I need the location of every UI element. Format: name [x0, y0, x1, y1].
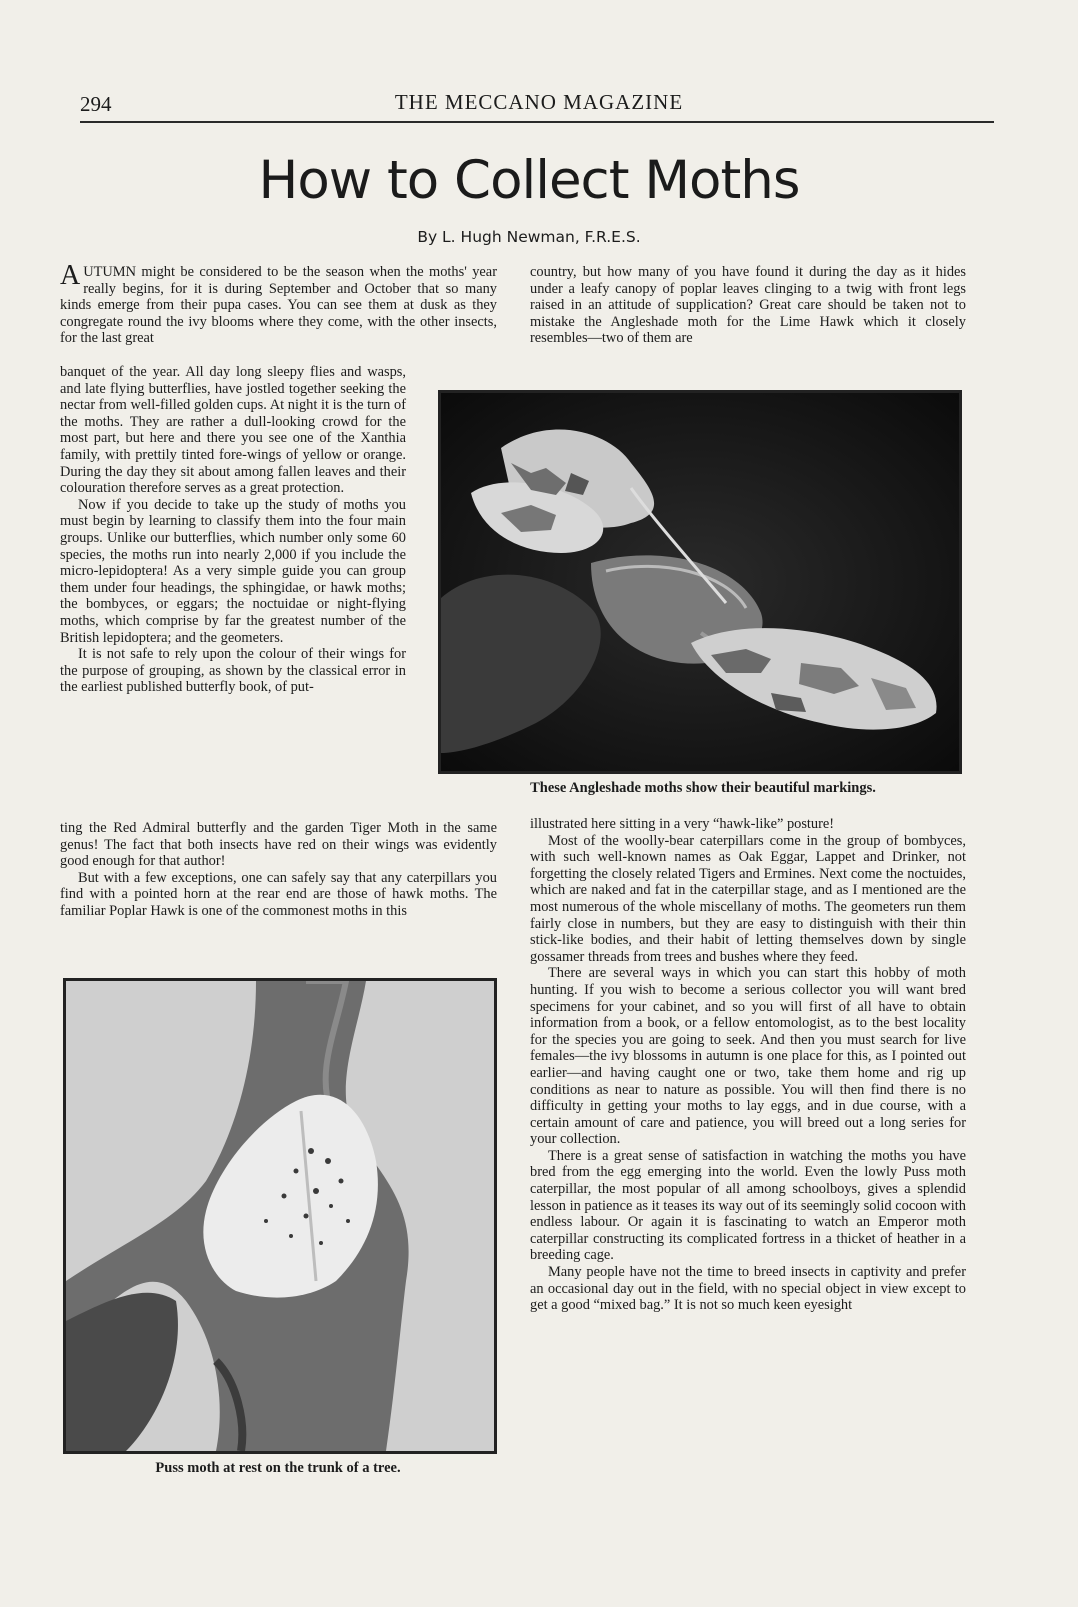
- page-number: 294: [80, 92, 112, 116]
- paragraph: country, but how many of you have found it during the day as it hides under a leafy canopy of poplar leaves clinging to a twig with front legs raised in an attitude of supplication? Great care should be taken not to mistake the Angleshade moth for the Lime Hawk which it closely resembles—two of them are: [530, 264, 966, 347]
- paragraph: There is a great sense of satisfaction in watching the moths you have bred from the egg emerging into the world. Even the lowly Puss moth caterpillar, the most popular of all among schoolboys, gives a splendid lesson in patience as it teases its way out of its seemingly solid cocoon with endless labour. Or again it is fascinating to watch an Emperor moth caterpillar constructing its complicated fortress in a thicket of heather in a breeding cage.: [530, 1147, 966, 1264]
- puss-moth-caption: Puss moth at rest on the trunk of a tree.: [155, 1460, 401, 1476]
- drop-cap: A: [60, 260, 81, 291]
- angleshade-moths-photo: [438, 390, 962, 774]
- article-title: How to Collect Moths: [258, 150, 800, 211]
- header-rule: [80, 121, 994, 123]
- angleshade-caption: These Angleshade moths show their beautiful markings.: [530, 780, 876, 796]
- paragraph: ting the Red Admiral butterfly and the garden Tiger Moth in the same genus! The fact that both insects have red on their wings was evidently good enough for that author!: [60, 820, 497, 870]
- paragraph: There are several ways in which you can start this hobby of moth hunting. If you wish to become a serious collector you will want bred specimens for your cabinet, and so you will first of all have to obtain information from a book, or a fellow entomologist, as to the best locality for the species you are going to seek. And then you must search for live females—the ivy blossoms in autumn is one place for this, as I pointed out earlier—and having caught one or two, take them home and rig up conditions as near to nature as possible. You will then find there is no difficulty in getting your moths to lay eggs, and in due course, with a certain amount of care and patience, you will breed out a long series for your collection.: [530, 965, 966, 1148]
- paragraph: banquet of the year. All day long sleepy flies and wasps, and late flying butterflies, have jostled together seeking the nectar from well-filled golden cups. At night it is the turn of the moths. They are rather a dull-looking crowd for the most part, but here and there you see one of the Xanthia family, with prettily tinted fore-wings of yellow or orange. During the day they sit about among fallen leaves and their colouration therefore serves as a great protection.: [60, 364, 406, 497]
- article-byline: By L. Hugh Newman, F.R.E.S.: [417, 228, 641, 246]
- col2-top-text: [530, 264, 966, 347]
- paragraph: Most of the woolly-bear caterpillars come in the group of bombyces, with such well-known names as Oak Eggar, Lappet and Drinker, not forgetting the closely related Tigers and Ermines. Next come the noctuides, which are naked and fat in the caterpillar stage, and as I mentioned are the most numerous of the whole miscellany of moths. The geometers run them fairly close in numbers, but they are easy to distinguish with their thin stick-like bodies, and their habit of letting themselves down by single gossamer threads from trees and bushes where they feed.: [530, 832, 966, 965]
- puss-moth-photo: [63, 978, 497, 1454]
- lead-caps: UTUMN: [83, 264, 136, 280]
- col1-top-text: [60, 260, 497, 347]
- paragraph: It is not safe to rely upon the colour of their wings for the purpose of grouping, as shown by the classical error in the earliest published butterfly book, of put-: [60, 646, 406, 696]
- col2-bottom-text: [530, 816, 966, 1314]
- paragraph: But with a few exceptions, one can safely say that any caterpillars you find with a pointed horn at the rear end are those of hawk moths. The familiar Poplar Hawk is one of the commonest moths in this: [60, 869, 497, 919]
- paragraph: Many people have not the time to breed insects in captivity and prefer an occasional day out in the field, with no special object in view except to get a good “mixed bag.” It is not so much keen eyesight: [530, 1264, 966, 1314]
- magazine-title: THE MECCANO MAGAZINE: [394, 90, 684, 114]
- paragraph: might be considered to be the season when the moths' year really begins, for it is during September and October that so many kinds emerge from their pupa cases. You can see them at dusk as they congregate round the ivy blooms where they come, with the other insects, for the last great: [60, 264, 497, 347]
- col1-bottom-text: [60, 820, 497, 920]
- col1-narrow-text: [60, 364, 406, 696]
- paragraph: illustrated here sitting in a very “hawk-like” posture!: [530, 816, 835, 832]
- paragraph: Now if you decide to take up the study of moths you must begin by learning to classify them into the four main groups. Unlike our butterflies, which number only some 60 species, the moths run into nearly 2,000 if you include the micro-lepidoptera! As a very simple guide you can group them under four headings, the sphingidae, or hawk moths; the bombyces, or eggars; the noctuidae or night-flying moths, which comprise by far the greatest number of the British lepidoptera; and the geometers.: [60, 496, 406, 646]
